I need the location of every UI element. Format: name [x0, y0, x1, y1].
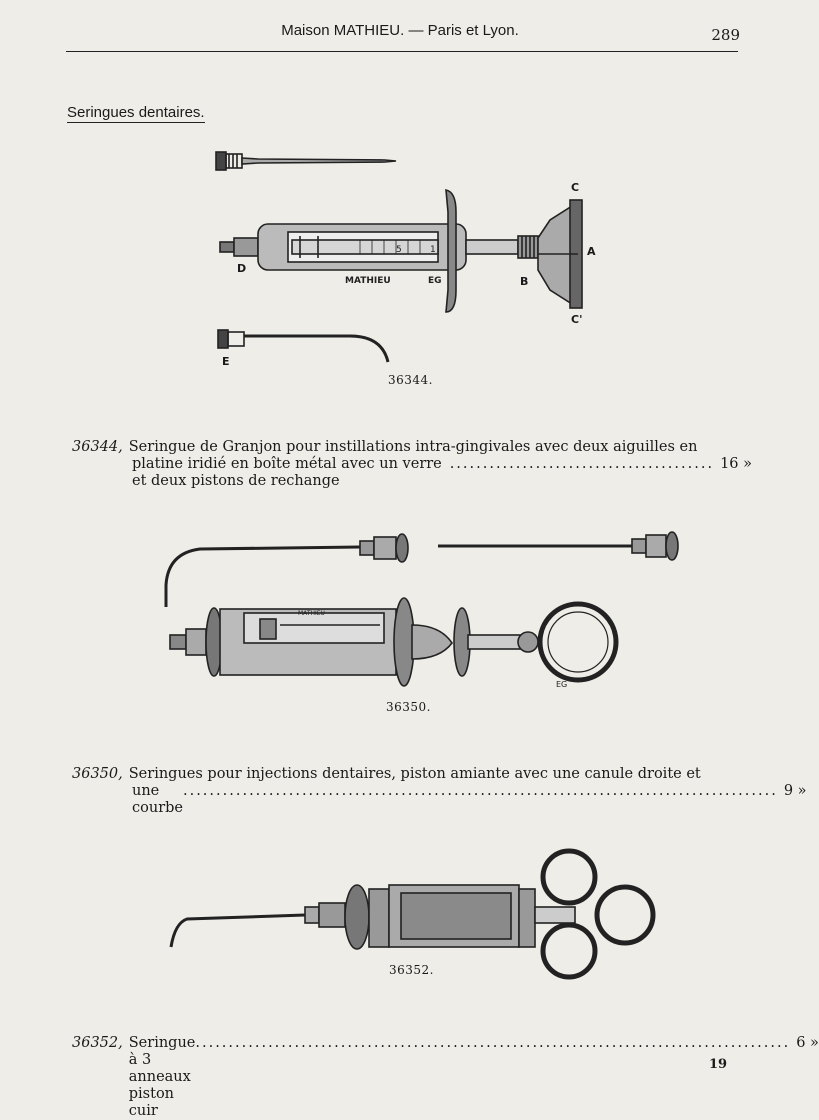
- part-label-d: D: [237, 262, 247, 275]
- entry-price: 9 »: [783, 783, 807, 799]
- leader-dots: ........................................: [449, 456, 715, 472]
- part-label-a: A: [587, 245, 596, 258]
- curved-needle-illustration: [218, 330, 388, 362]
- mathieu-brand: MATHIEU: [345, 276, 391, 286]
- part-label-e: E: [222, 355, 230, 368]
- part-label-c: C: [571, 181, 580, 194]
- catalog-entry-36350: [72, 766, 807, 817]
- dental-syringe-illustration: [170, 598, 616, 686]
- entry-ref: 36352,: [72, 1035, 123, 1051]
- figure-label-36352: 36352.: [389, 963, 434, 977]
- syringe-36344-illustration: [200, 140, 620, 370]
- entry-ref: 36344,: [72, 439, 123, 455]
- leader-dots: ..........................................................................................: [182, 783, 778, 799]
- straight-needle-illustration: [216, 152, 396, 170]
- scale-mark-1: 1: [430, 245, 436, 255]
- figure-label-36350: 36350.: [386, 700, 431, 714]
- entry-description-line1: Seringue à 3 anneaux piston cuir: [128, 1035, 196, 1119]
- curved-canula-illustration: [166, 534, 408, 607]
- running-header: Maison MATHIEU. — Paris et Lyon.: [281, 22, 519, 39]
- entry-price: 6 »: [796, 1035, 819, 1051]
- straight-canula-illustration: [438, 532, 678, 560]
- entry-description-line1: Seringues pour injections dentaires, piston amiante avec une canule droite et: [128, 766, 701, 782]
- section-title: Seringues dentaires.: [67, 104, 205, 121]
- entry-description-line1: Seringue de Granjon pour instillations intra-gingivales avec deux aiguilles en: [128, 439, 698, 455]
- part-label-c-prime: C': [571, 313, 583, 326]
- syringe-36350-illustration: [160, 525, 690, 700]
- eg-mark: EG: [428, 276, 442, 286]
- mathieu-brand: MATHIEU: [298, 610, 325, 617]
- header-rule: [66, 51, 738, 52]
- scale-mark-5: 5: [396, 245, 402, 255]
- entry-price: 16 »: [720, 456, 752, 472]
- figure-label-36344: 36344.: [388, 373, 433, 387]
- entry-description-line2: une courbe: [132, 783, 183, 816]
- part-label-b: B: [520, 275, 529, 288]
- eg-mark: EG: [556, 680, 568, 689]
- entry-ref: 36350,: [72, 766, 123, 782]
- entry-description-line2: platine iridié en boîte métal avec un verre et deux pistons de rechange: [132, 456, 442, 489]
- catalog-entry-36344: [72, 439, 752, 490]
- leader-dots: ..........................................................................................: [195, 1035, 791, 1051]
- catalog-entry-36352: [72, 1035, 819, 1120]
- page-number: 289: [711, 26, 740, 44]
- signature-mark: 19: [709, 1057, 728, 1072]
